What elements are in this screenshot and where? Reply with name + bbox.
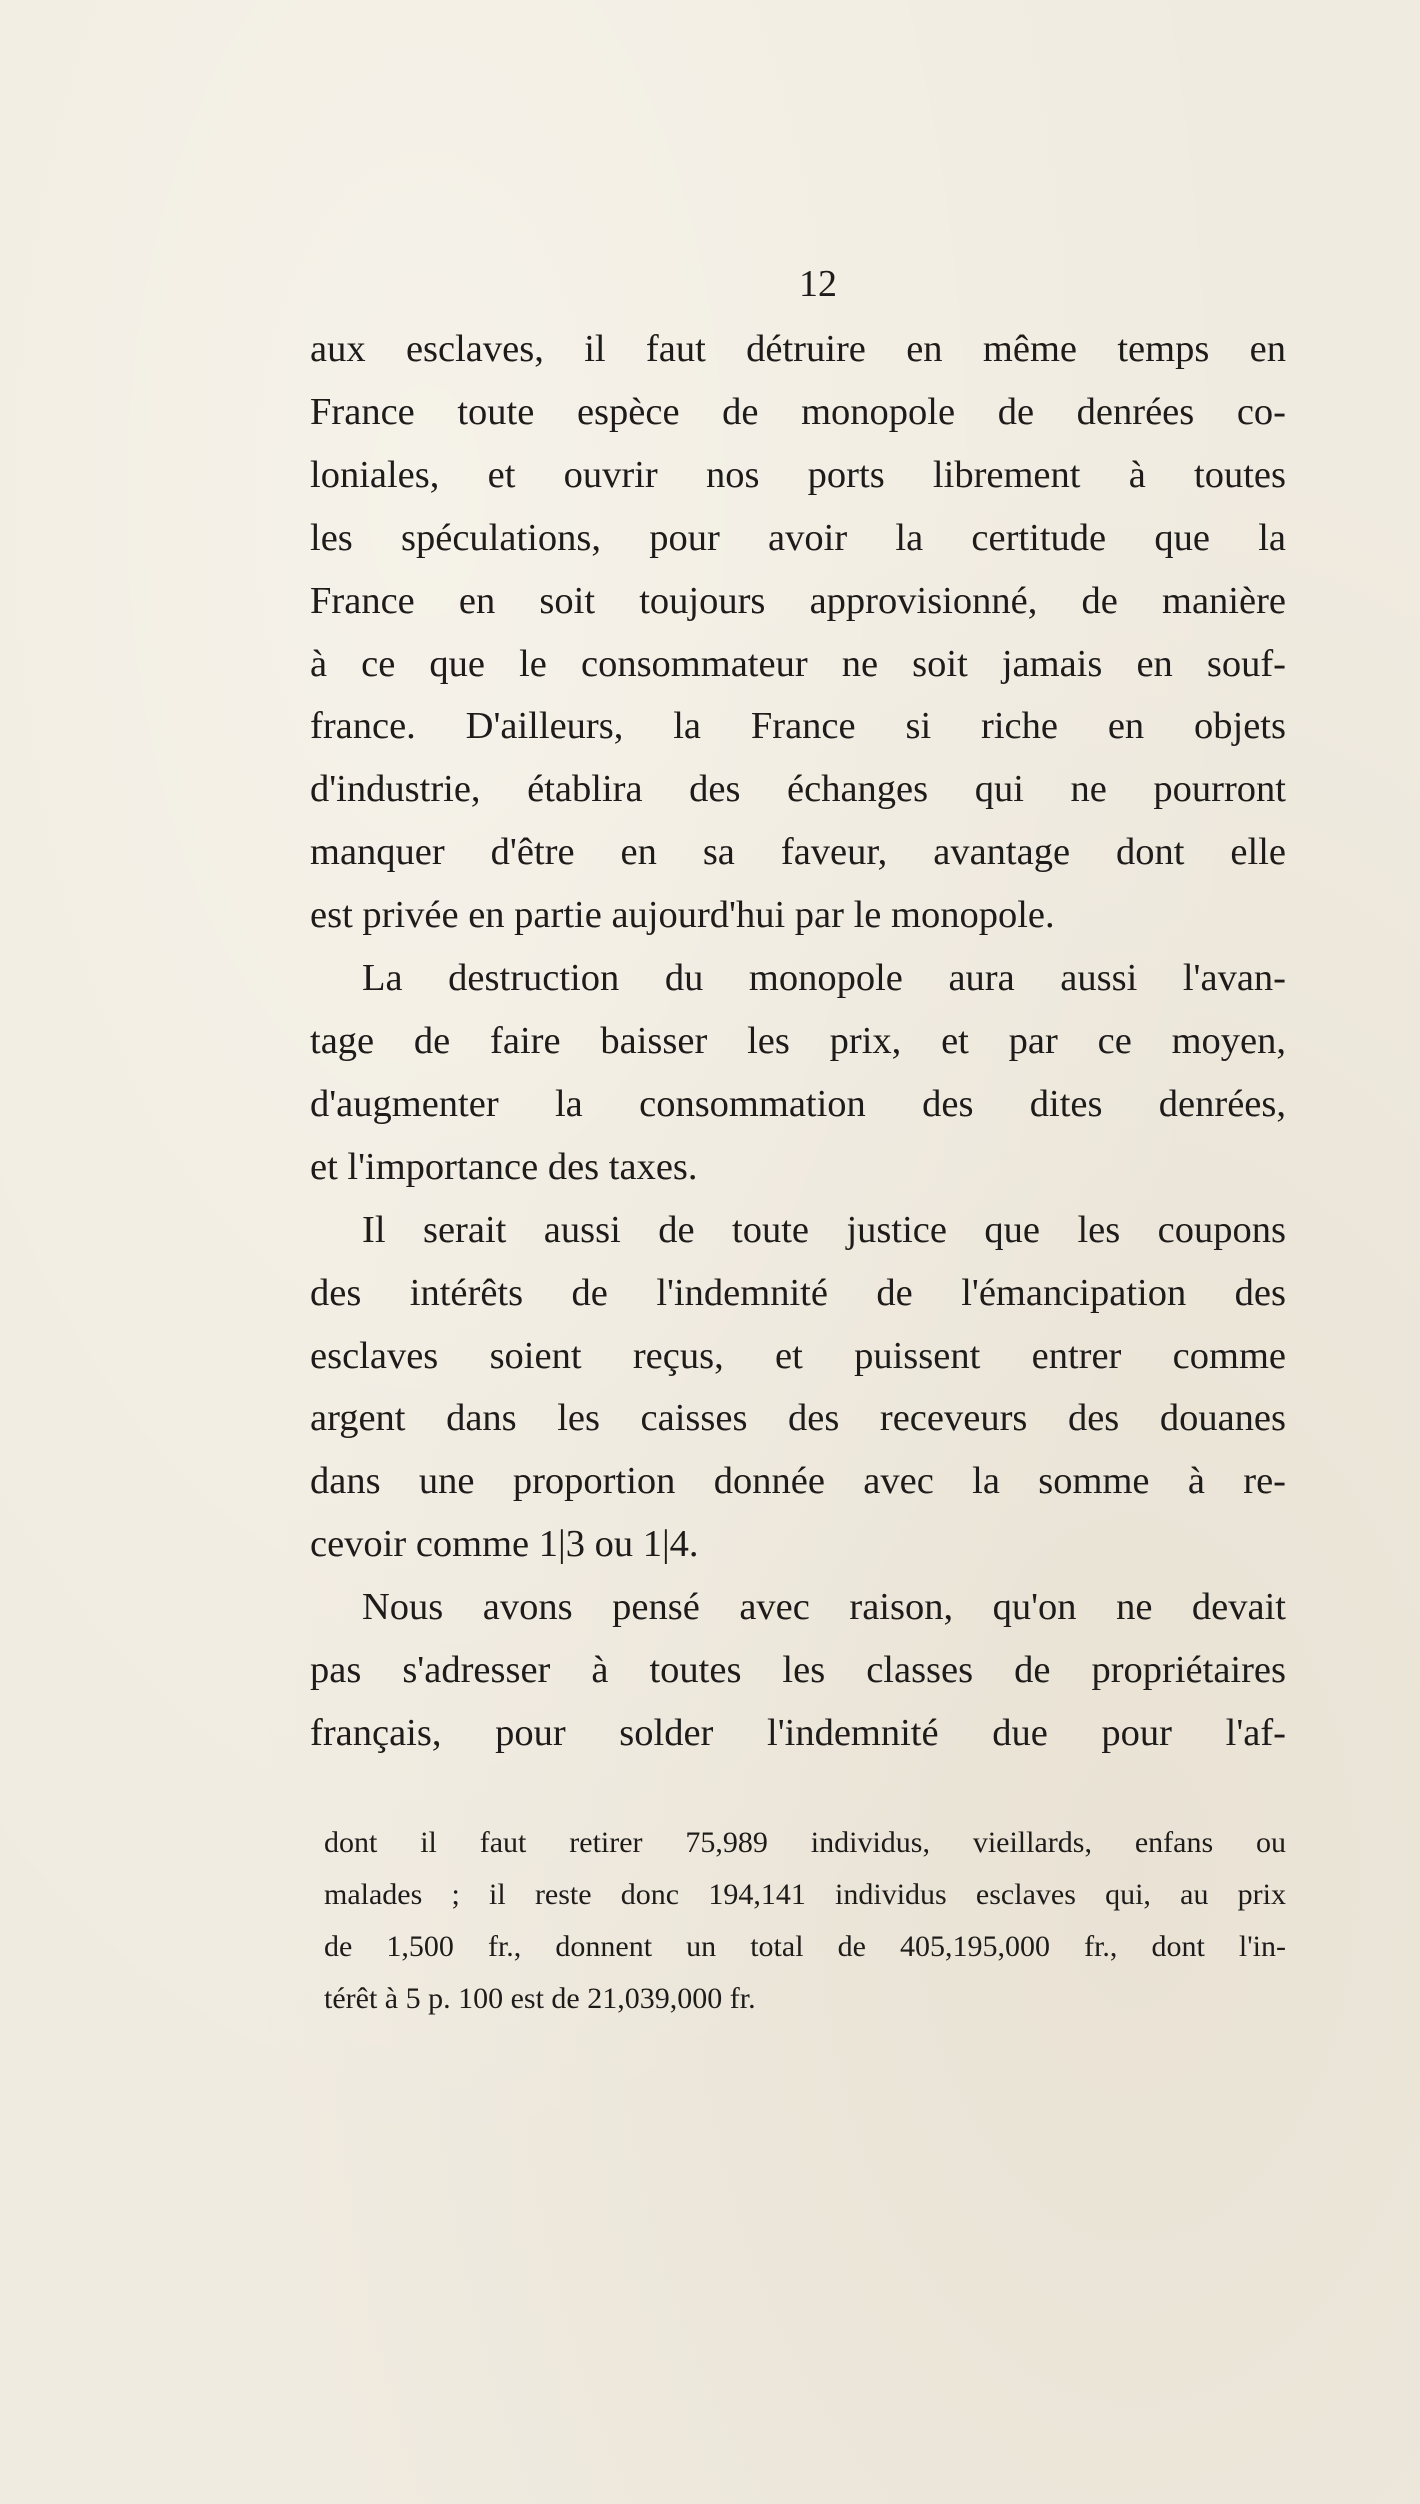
text-line: Il serait aussi de toute justice que les coupons (362, 1208, 1286, 1251)
text-line: france. D'ailleurs, la France si riche en objets (310, 705, 1286, 748)
text-line: tage de faire baisser les prix, et par ce moyen, (310, 1019, 1286, 1062)
text-line: dans une proportion donnée avec la somme à re- (310, 1460, 1286, 1503)
text-line: français, pour solder l'indemnité due pour l'af- (310, 1711, 1286, 1754)
text-line: loniales, et ouvrir nos ports librement à toutes (310, 453, 1286, 496)
text-line: à ce que le consommateur ne soit jamais en souf- (310, 642, 1286, 685)
page-number: 12 (799, 263, 837, 305)
footnote-line: de 1,500 fr., donnent un total de 405,195,000 fr., dont l'in- (324, 1929, 1286, 1963)
text-line: d'augmenter la consommation des dites denrées, (310, 1082, 1286, 1125)
text-line: argent dans les caisses des receveurs des douanes (310, 1397, 1286, 1440)
text-line: d'industrie, établira des échanges qui ne pourront (310, 768, 1286, 811)
text-line: esclaves soient reçus, et puissent entrer comme (310, 1334, 1286, 1377)
footnote-line: malades ; il reste donc 194,141 individus esclaves qui, au prix (324, 1877, 1286, 1911)
text-line: manquer d'être en sa faveur, avantage dont elle (310, 831, 1286, 874)
text-line: et l'importance des taxes. (310, 1145, 698, 1188)
text-line: aux esclaves, il faut détruire en même temps en (310, 328, 1286, 370)
text-line: est privée en partie aujourd'hui par le monopole. (310, 894, 1055, 937)
footnote-line: térêt à 5 p. 100 est de 21,039,000 fr. (324, 1981, 756, 2015)
text-line: pas s'adresser à toutes les classes de propriétaires (310, 1649, 1286, 1692)
text-line: les spéculations, pour avoir la certitude que la (310, 516, 1286, 559)
text-line: France toute espèce de monopole de denrées co- (310, 390, 1286, 433)
body-text (310, 318, 1286, 1765)
text-block (310, 262, 1286, 2025)
footnote (310, 1817, 1286, 2025)
text-line: Nous avons pensé avec raison, qu'on ne devait (362, 1586, 1286, 1629)
text-line: France en soit toujours approvisionné, de manière (310, 579, 1286, 622)
text-line: La destruction du monopole aura aussi l'avan- (362, 957, 1286, 1000)
footnote-line: dont il faut retirer 75,989 individus, vieillards, enfans ou (324, 1825, 1286, 1859)
text-line: cevoir comme 1|3 ou 1|4. (310, 1523, 699, 1566)
text-line: des intérêts de l'indemnité de l'émancipation des (310, 1271, 1286, 1314)
